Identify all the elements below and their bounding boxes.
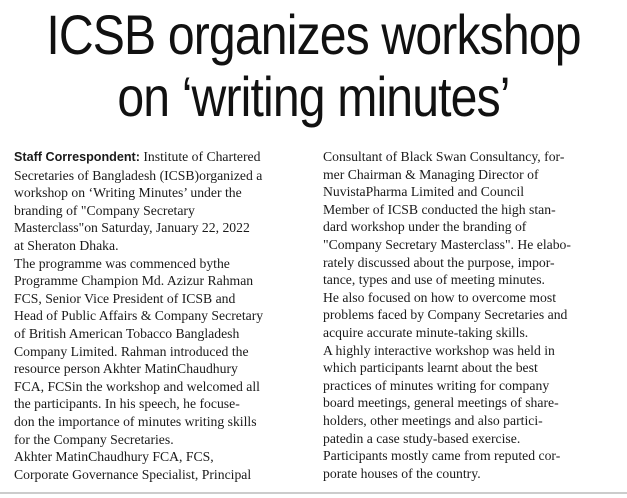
article-line: the participants. In his speech, he focuse- bbox=[14, 396, 240, 412]
article-line: Participants mostly came from reputed cor- bbox=[323, 448, 561, 464]
article-column-left bbox=[14, 148, 308, 483]
article-line: Corporate Governance Specialist, Principal bbox=[14, 466, 252, 482]
headline-line-2: on ‘writing minutes’ bbox=[117, 65, 510, 128]
article-line: porate houses of the country. bbox=[323, 465, 481, 481]
article-line: "Company Secretary Masterclass". He elabo- bbox=[323, 236, 571, 252]
article-line: don the importance of minutes writing skills bbox=[14, 413, 257, 429]
article-line: rately discussed about the purpose, impor- bbox=[323, 254, 555, 270]
article-line: workshop on ‘Writing Minutes’ under the bbox=[14, 185, 242, 201]
article-line: NuvistaPharma Limited and Council bbox=[323, 184, 525, 200]
article-line: FCS, Senior Vice President of ICSB and bbox=[14, 290, 236, 306]
article-line: Akhter MatinChaudhury FCA, FCS, bbox=[14, 449, 214, 465]
article-line: FCA, FCSin the workshop and welcomed all bbox=[14, 378, 260, 394]
article-line: Secretaries of Bangladesh (ICSB)organized a bbox=[14, 167, 263, 183]
headline-line-1: ICSB organizes workshop bbox=[46, 3, 581, 66]
byline: Staff Correspondent: bbox=[14, 150, 140, 164]
article-line-text: Institute of Chartered bbox=[139, 149, 261, 164]
article-line: Programme Champion Md. Azizur Rahman bbox=[14, 273, 254, 289]
article-line: holders, other meetings and also partici- bbox=[323, 412, 543, 428]
article-line: A highly interactive workshop was held in bbox=[323, 342, 555, 358]
article-line: The programme was commenced bythe bbox=[14, 255, 230, 271]
article-line: mer Chairman & Managing Director of bbox=[323, 166, 539, 182]
article-line: branding of "Company Secretary bbox=[14, 202, 195, 218]
article-line: Masterclass"on Saturday, January 22, 2022 bbox=[14, 220, 250, 236]
article-line: at Sheraton Dhaka. bbox=[14, 237, 119, 253]
bottom-rule bbox=[0, 492, 627, 494]
article-line: tance, types and use of meeting minutes. bbox=[323, 272, 545, 288]
article-line: problems faced by Company Secretaries and bbox=[323, 307, 568, 323]
article-line: practices of minutes writing for company bbox=[323, 377, 550, 393]
article-line: patedin a case study-based exercise. bbox=[323, 430, 521, 446]
article-line: resource person Akhter MatinChaudhury bbox=[14, 361, 238, 377]
article-line: board meetings, general meetings of share- bbox=[323, 395, 559, 411]
article-line bbox=[14, 148, 308, 167]
headline bbox=[44, 4, 583, 128]
article-line: Member of ICSB conducted the high stan- bbox=[323, 201, 556, 217]
article-line: Company Limited. Rahman introduced the bbox=[14, 343, 249, 359]
article-line: for the Company Secretaries. bbox=[14, 431, 174, 447]
article-line: Consultant of Black Swan Consultancy, for- bbox=[323, 149, 565, 164]
article-line: dard workshop under the branding of bbox=[323, 219, 527, 235]
article-line: of British American Tobacco Bangladesh bbox=[14, 325, 240, 341]
article-line: acquire accurate minute-taking skills. bbox=[323, 324, 529, 340]
article-line: which participants learnt about the best bbox=[323, 360, 538, 376]
article-column-right bbox=[323, 148, 623, 482]
article-line: He also focused on how to overcome most bbox=[323, 289, 557, 305]
article-line: Head of Public Affairs & Company Secretary bbox=[14, 308, 264, 324]
